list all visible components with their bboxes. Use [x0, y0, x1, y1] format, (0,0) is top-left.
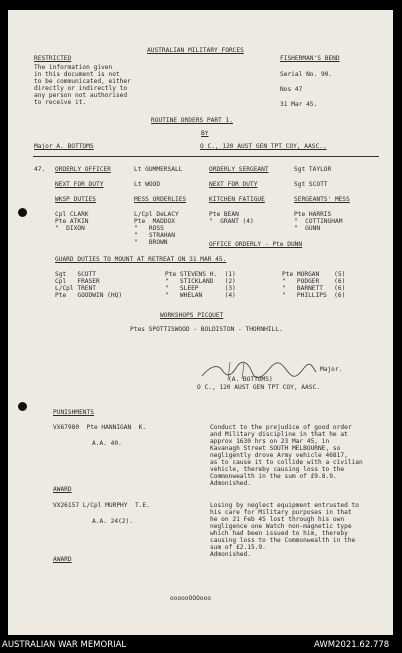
guard-name: Cpl FRASER — [55, 278, 100, 285]
mess-orderlies-label: MESS ORDERLIES — [134, 196, 187, 203]
guard-name: Pte STEVENS H. (1) — [165, 271, 236, 278]
end-mark: oooooOOOooo — [170, 595, 211, 602]
kitchen-name: " GRANT (4) — [209, 218, 254, 225]
orders-unit: O C., 120 AUST GEN TPT COY, AASC.. — [200, 143, 327, 150]
award-label: AWARD — [53, 556, 72, 563]
sergeants-mess-label: SERGEANTS' MESS — [294, 196, 350, 203]
punishment-line: negligently drove Army vehicle 46817, — [210, 452, 348, 459]
kitchen-fatigue-label: KITCHEN FATIGUE — [209, 196, 265, 203]
orderly-officer-label: ORDERLY OFFICER — [55, 166, 111, 173]
location-code: FISHERMAN'S BEND — [280, 55, 340, 62]
next-officer: Lt WOOD — [134, 181, 161, 188]
orderly-officer: Lt GUMMERSALL — [134, 166, 183, 173]
guard-name: " WHELAN (4) — [165, 292, 236, 299]
punishment-2-id: VX26157 L/Cpl MURPHY T.E. — [53, 502, 150, 509]
document-title: AUSTRALIAN MILITARY FORCES — [147, 47, 244, 54]
serial-number: Serial No. 90. — [280, 71, 333, 78]
sgts-mess-name: " GUNN — [294, 225, 321, 232]
next-for-duty-label: NEXT FOR DUTY — [209, 181, 258, 188]
kitchen-name: Pte BEAN — [209, 211, 239, 218]
punishment-line: and Military discipline in that he at — [210, 431, 348, 438]
signature-rank: Major. — [320, 366, 343, 373]
notice-line: The information given — [34, 64, 113, 71]
orders-commander: Major A. BOTTOMS — [34, 143, 94, 150]
punishment-line: vehicle, thereby causing loss to the — [210, 466, 345, 473]
guard-name: " STICKLAND (2) — [165, 278, 236, 285]
section-divider — [33, 156, 379, 157]
order-numbers: Nos 47 — [280, 86, 303, 93]
guard-name: " PHILLIPS (6) — [282, 292, 346, 299]
punishment-line: as to cause it to collide with a civilian — [210, 459, 363, 466]
wksp-duties-label: WKSP DUTIES — [55, 196, 96, 203]
punishment-2-ref: A.A. 24(2). — [92, 518, 133, 525]
orderly-sergeant: Sgt TAYLOR — [294, 166, 332, 173]
punishment-line: causing loss to the Commonwealth in the — [210, 537, 356, 544]
sgts-mess-name: " COTTINGHAM — [294, 218, 343, 225]
punishment-1-ref: A.A. 40. — [92, 440, 122, 447]
guard-name: " PODGER (6) — [282, 278, 346, 285]
mess-name: " ROSS — [134, 225, 164, 232]
signature-unit: O C., 120 AUST GEN TPT COY, AASC. — [197, 384, 320, 391]
mess-name: L/Cpl DeLACY — [134, 211, 179, 218]
picquet-title: WORKSHOPS PICQUET — [160, 312, 224, 319]
notice-line: directly or indirectly to — [34, 85, 128, 92]
order-date: 31 Mar 45. — [280, 101, 318, 108]
office-orderly: OFFICE ORDERLY - Pte DUNN — [209, 241, 303, 248]
restricted-label: RESTRICTED — [34, 55, 72, 62]
punishment-line: sum of £2.15.9. — [210, 544, 266, 551]
notice-line: any person not authorised — [34, 92, 128, 99]
punishment-line: Admonished. — [210, 551, 251, 558]
guard-name: L/Cpl TRENT — [55, 285, 96, 292]
footer-accession: AWM2021.62.778 — [314, 640, 390, 650]
award-label: AWARD — [53, 486, 72, 493]
punch-hole-bottom — [18, 402, 27, 411]
notice-line: to receive it. — [34, 99, 87, 106]
orders-by: BY — [201, 130, 209, 137]
punishment-line: approx 1630 hrs on 23 Mar 45, in — [210, 438, 330, 445]
mess-name: " STRAHAN — [134, 232, 175, 239]
sgts-mess-name: Pte HARRIS — [294, 211, 332, 218]
wksp-name: Pte ATKIN — [55, 218, 89, 225]
orders-title: ROUTINE ORDERS PART 1. — [151, 117, 233, 124]
guard-name: Pte GOODWIN (HQ) — [55, 292, 123, 299]
next-for-duty-label: NEXT FOR DUTY — [55, 181, 104, 188]
mess-name: " BROWN — [134, 239, 168, 246]
punishment-line: which had been issued to him, thereby — [210, 530, 348, 537]
punishment-line: Admonished. — [210, 480, 251, 487]
punishment-line: Conduct to the prejudice of good order — [210, 424, 352, 431]
punishment-line: Losing by neglect equipment entrusted to — [210, 502, 360, 509]
signature-name: (A. BOTTOMS) — [228, 376, 273, 383]
punishment-line: negligence one Watch non-magnetic type — [210, 523, 352, 530]
punishment-1-id: VX67980 Pte HANNIGAN K. — [53, 424, 147, 431]
punishment-line: Commonwealth in the sum of £9.8.9. — [210, 473, 337, 480]
guard-duties-title: GUARD DUTIES TO MOUNT AT RETREAT ON 31 MAR 45. — [55, 256, 227, 263]
punishment-line: he on 21 Feb 45 lost through his own — [210, 516, 345, 523]
guard-name: " BARNETT (6) — [282, 285, 346, 292]
punishment-line: his care for Military purposes in that — [210, 509, 352, 516]
picquet-names: Ptes SPOTTISWOOD - BOLDISTON - THORNHILL. — [130, 326, 283, 333]
notice-line: to be communicated, either — [34, 78, 131, 85]
footer-source: AUSTRALIAN WAR MEMORIAL — [2, 640, 127, 650]
mess-name: Pte MADDOX — [134, 218, 175, 225]
guard-name: Pte MORGAN (5) — [282, 271, 346, 278]
notice-line: in this document is not — [34, 71, 120, 78]
punch-hole-top — [18, 208, 27, 217]
punishment-line: Kavanagh Street SOUTH MELBOURNE, so — [210, 445, 341, 452]
wksp-name: " DIXON — [55, 225, 85, 232]
next-sergeant: Sgt SCOTT — [294, 181, 328, 188]
punishments-title: PUNISHMENTS — [53, 409, 94, 416]
guard-name: Sgt SCOTT — [55, 271, 96, 278]
guard-name: " SLEEP (3) — [165, 285, 236, 292]
paragraph-number: 47. — [34, 166, 46, 173]
orderly-sergeant-label: ORDERLY SERGEANT — [209, 166, 269, 173]
wksp-name: Cpl CLARK — [55, 211, 89, 218]
